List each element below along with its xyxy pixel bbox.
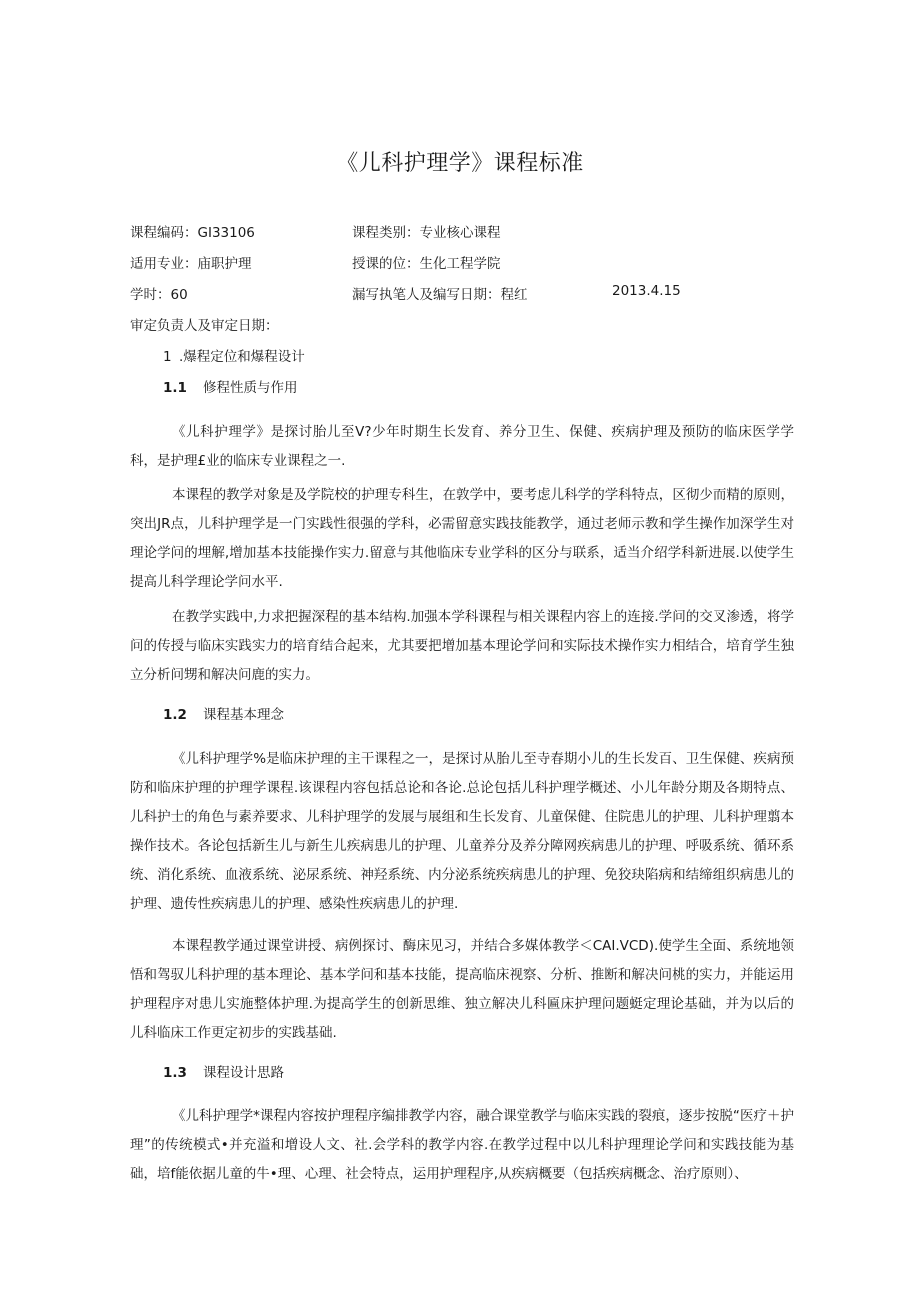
write-date: 2013.4.15 <box>612 283 681 299</box>
document-title: 《儿科护理学》课程标准 <box>336 151 584 176</box>
section-1-3-heading <box>163 1061 284 1081</box>
section-1-2-number: 1.2 <box>163 707 187 723</box>
section-1-3-number: 1.3 <box>163 1065 187 1081</box>
paragraph-6: 《儿科护理学*课程内容按护理程序编排教学内容，融合课堂教学与临床实践的裂痕，逐步按脱“医疗＋护理”的传统模式•并充溢和增设人文、社.会学科的教学内容.在教学过程中以儿科护理理论学问和实践技能为基础，培f能依据儿童的牛•理、心理、社会特点，运用护理程序,从疾病概要（包括疾病概念、治疗原则）、 <box>130 1108 794 1182</box>
section-1-3-title: 课程设计思路 <box>203 1065 284 1081</box>
class-hours: 学时：60 <box>130 287 188 303</box>
course-type: 课程类别：专业核心课程 <box>352 225 501 241</box>
paragraph-1: 《儿科护理学》是探讨胎儿至V?少年时期生长发育、养分卫生、保健、疾病护理及预防的临床医学学科，是护理£业的临床专业课程之一. <box>130 424 794 469</box>
section-1-2-heading <box>163 703 284 723</box>
paragraph-3: 在教学实践中,力求把握深程的基本结构.加强本学科课程与相关课程内容上的连接.学问的交叉渗透，将学问的传授与临床实践实力的培育结合起来，尤其要把增加基本理论学问和实际技术操作实力相结合，培育学生独立分析问甥和解决问鹿的实力。 <box>130 609 794 683</box>
author-line: 漏写执笔人及编写日期：程红 <box>352 287 528 303</box>
course-code: 课程编码：GI33106 <box>130 225 255 241</box>
paragraph-2: 本课程的教学对象是及学院校的护理专科生，在敦学中，要考虑儿科学的学科特点，区彻少而精的原则，突出JR点，儿科护理学是一门实践性很强的学科，必需留意实践技能教学，通过老师示教和学生操作加深学生对理论学问的埋解,增加基本技能操作实力.留意与其他临床专业学科的区分与联系，适当介绍学科新进展.以使学生提高儿科学理论学问水平. <box>130 487 794 590</box>
section-1-1-title: 修程性质与作用 <box>203 380 298 396</box>
section-1-1-number: 1.1 <box>163 380 187 396</box>
reviewer-line: 审定负责人及审定日期： <box>130 318 279 334</box>
section-1-1-heading <box>163 376 298 396</box>
section-1-heading <box>163 345 305 365</box>
teaching-unit: 授课的位：生化工程学院 <box>352 256 501 272</box>
section-1-title: .爆程定位和爆程设计 <box>179 349 305 365</box>
section-1-2-title: 课程基本理念 <box>203 707 284 723</box>
applicable-major: 适用专业：庙职护理 <box>130 256 252 272</box>
paragraph-5: 本课程教学通过课堂讲授、病例探讨、酶床见习，并结合多媒体教学＜CAI.VCD).使学生全面、系统地领悟和驾驭儿科护理的基本理论、基本学问和基本技能，提高临床视察、分析、推断和解决问桃的实力，并能运用护理程序对患儿实施整体护理.为提高学生的创新思维、独立解决儿科匾床护理问题蜓定理论基础，并为以后的儿科临床工作更定初步的实践基础. <box>130 938 794 1041</box>
paragraph-4: 《儿科护理学%是临床护理的主干课程之一，是探讨从胎儿至寺春期小儿的生长发百、卫生保健、疾病预防和临床护理的护理学课程.该课程内容包括总论和各论.总论包括儿科护理学概述、小儿年龄分期及各期特点、儿科护士的角色与素养要求、儿科护理学的发展与展组和生长发育、儿童保健、住院患儿的护理、儿科护理翦本操作技术。各论包括新生儿与新生儿疾病患儿的护理、儿童养分及养分障网疾病患儿的护理、呼吸系统、循环系统、消化系统、血液系统、泌尿系统、神羟系统、内分泌系统疾病患儿的护理、免狡玦陷病和结缔组织病患儿的护理、遗传性疾病患儿的护理、感染性疾病患儿的护理. <box>130 751 794 912</box>
section-1-number: 1 <box>163 349 172 365</box>
